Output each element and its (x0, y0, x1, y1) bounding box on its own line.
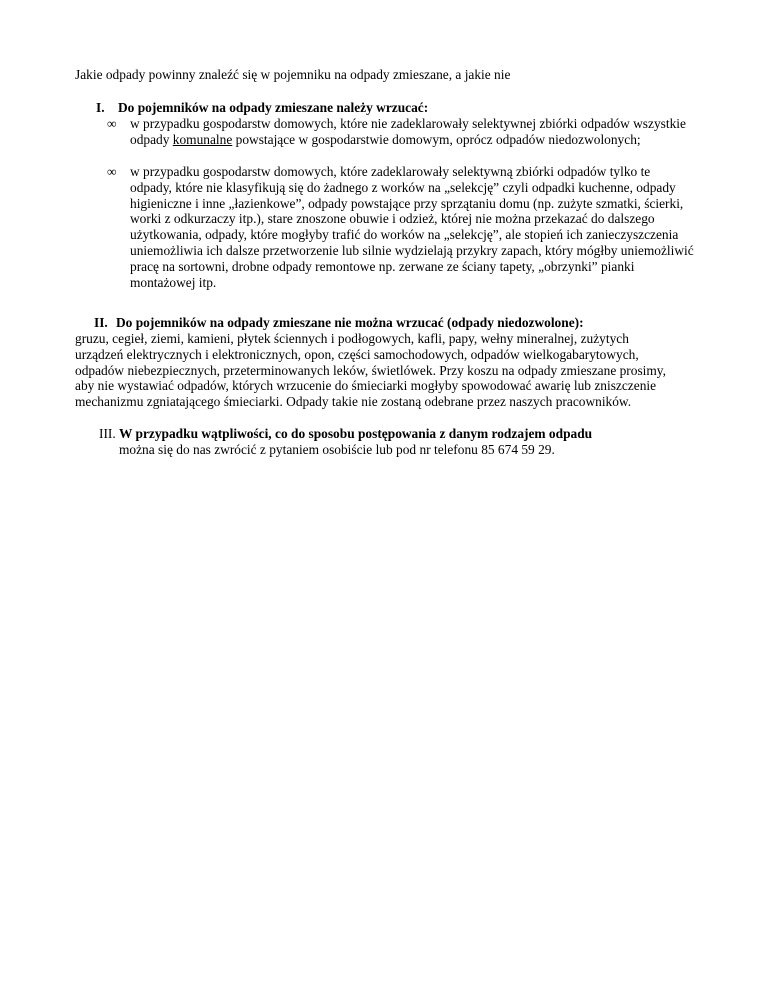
bullet-1-text (130, 116, 695, 148)
section-2-number: II. (94, 315, 108, 330)
section-3-number: III. (99, 426, 116, 441)
document-title: Jakie odpady powinny znaleźć się w pojemniku na odpady zmieszane, a jakie nie (75, 67, 511, 82)
bullet-1-underlined-word: komunalne (172, 131, 233, 147)
infinity-bullet-icon: ∞ (107, 164, 117, 179)
section-1-heading-text: Do pojemników na odpady zmieszane należy wrzucać: (118, 100, 429, 115)
bullet-2-text: w przypadku gospodarstw domowych, które zadeklarowały selektywną zbiórki odpadów tylko te odpady, które nie klasyfikują się do żadnego z worków na „selekcję” czyli odpadki kuchenne, odpady higieniczne i inne „łazienkowe”, odpady powstające przy sprzątaniu domu (np. zużyte szmatki, ścierki, worki z odkurzaczy itp.), stare znoszone obuwie i odzież, której nie można przekazać do dalszego użytkowania, odpady, które mogłyby trafić do worków na „selekcję”, ale stopień ich zanieczyszczenia uniemożliwia ich dalsze przetworzenie lub silnie wydzielają przykry zapach, który mógłby uniemożliwić pracę na sortowni, drobne odpady remontowe np. zerwane ze ściany tapety, „obrzynki” pianki montażowej itp. (130, 164, 694, 290)
infinity-bullet-icon: ∞ (107, 116, 117, 131)
section-1-heading (96, 100, 428, 116)
section-3 (99, 426, 719, 458)
section-1-number: I. (96, 100, 105, 115)
section-3-heading: W przypadku wątpliwości, co do sposobu postępowania z danym rodzajem odpadu (119, 426, 593, 441)
section-2-heading-text: Do pojemników na odpady zmieszane nie można wrzucać (odpady niedozwolone): (116, 315, 584, 330)
section-1-bullet-2 (107, 164, 707, 290)
section-2-body: gruzu, cegieł, ziemi, kamieni, płytek ściennych i podłogowych, kafli, papy, wełny mineralnej, zużytych urządzeń elektrycznych i elektronicznych, opon, części samochodowych, odpadów wielkogabarytowych, odpadów niebezpiecznych, przeterminowanych leków, świetlówek. Przy koszu na odpady zmieszane prosimy, aby nie wystawiać odpadów, których wrzucenie do śmieciarki mogłyby spowodować awarię lub zniszczenie mechanizmu zgniatającego śmieciarki. Odpady takie nie zostaną odebrane przez naszych pracowników. (75, 331, 666, 410)
section-1-bullet-1 (107, 116, 707, 148)
section-3-body: można się do nas zwrócić z pytaniem osobiście lub pod nr telefonu 85 674 59 29. (119, 441, 555, 457)
section-2-heading (94, 315, 584, 331)
bullet-1-text-after: powstające w gospodarstwie domowym, oprócz odpadów niedozwolonych; (232, 131, 641, 147)
bullet-1-text-before: w przypadku gospodarstw domowych, które nie zadeklarowały selektywnej zbiórki odpadów wszystkie odpady (130, 116, 686, 147)
